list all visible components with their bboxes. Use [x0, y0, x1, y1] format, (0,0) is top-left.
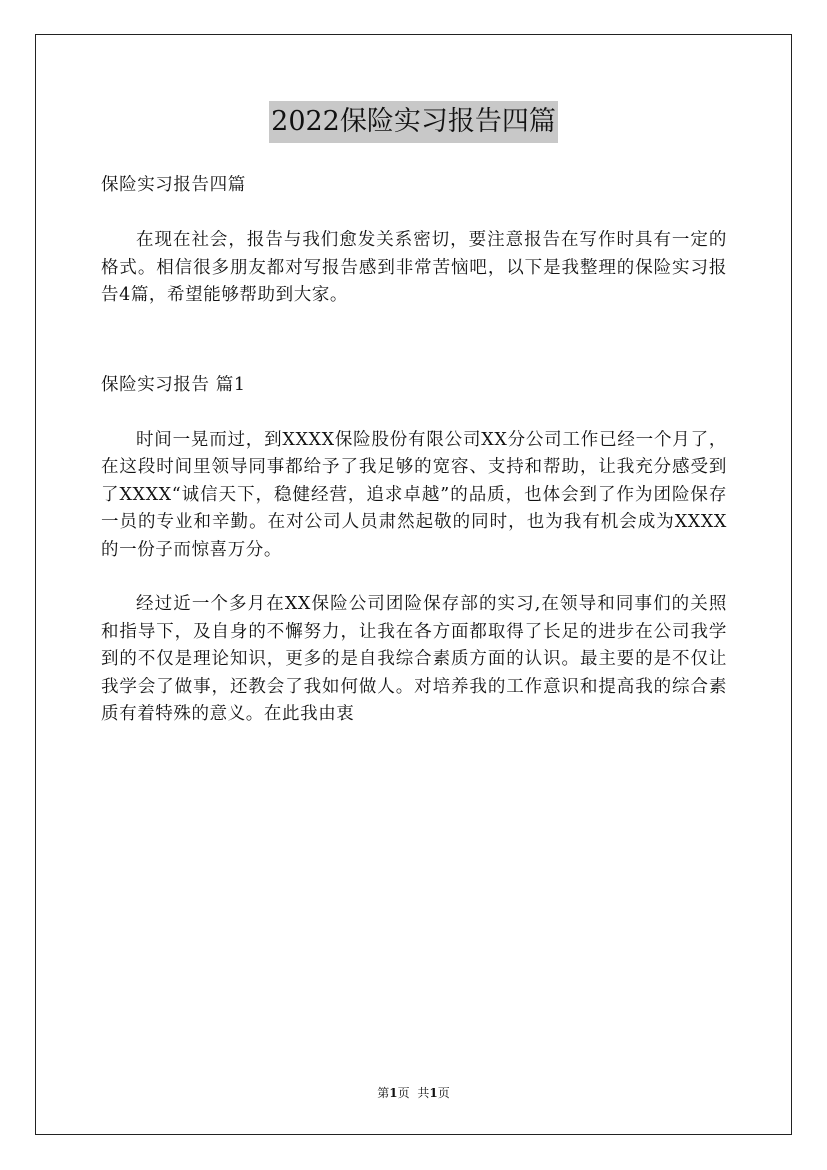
body-paragraph-1: 时间一晃而过，到XXXX保险股份有限公司XX分公司工作已经一个月了，在这段时间里领导同事都给予了我足够的宽容、支持和帮助，让我充分感受到了XXXX“诚信天下，稳健经营，追求卓越”的品质，也体会到了作为团险保存一员的专业和辛勤。在对公司人员肃然起敬的同时，也为我有机会成为XXXX的一份子而惊喜万分。: [101, 429, 727, 560]
body-paragraph-2: 经过近一个多月在XX保险公司团险保存部的实习,在领导和同事们的关照和指导下，及自身的不懈努力，让我在各方面都取得了长足的进步在公司我学到的不仅是理论知识，更多的是自我综合素质方面的认识。最主要的是不仅让我学会了做事，还教会了我如何做人。对培养我的工作意识和提高我的综合素质有着特殊的意义。在此我由衷: [101, 594, 727, 724]
total-prefix: 共: [417, 1086, 430, 1100]
document-subtitle: 保险实习报告四篇: [101, 175, 246, 195]
page-number: 1: [389, 1086, 398, 1100]
total-pages: 1: [429, 1086, 438, 1100]
section-heading: 保险实习报告 篇1: [101, 374, 246, 395]
page-suffix: 页: [397, 1086, 410, 1100]
page-prefix: 第: [377, 1086, 390, 1100]
page-footer: [0, 1085, 827, 1101]
intro-paragraph: 在现在社会，报告与我们愈发关系密切，要注意报告在写作时具有一定的格式。相信很多朋友都对写报告感到非常苦恼吧，以下是我整理的保险实习报告4篇，希望能够帮助到大家。: [101, 230, 727, 305]
total-suffix: 页: [437, 1086, 450, 1100]
document-body: [101, 172, 727, 729]
document-title: 2022保险实习报告四篇: [0, 100, 827, 143]
